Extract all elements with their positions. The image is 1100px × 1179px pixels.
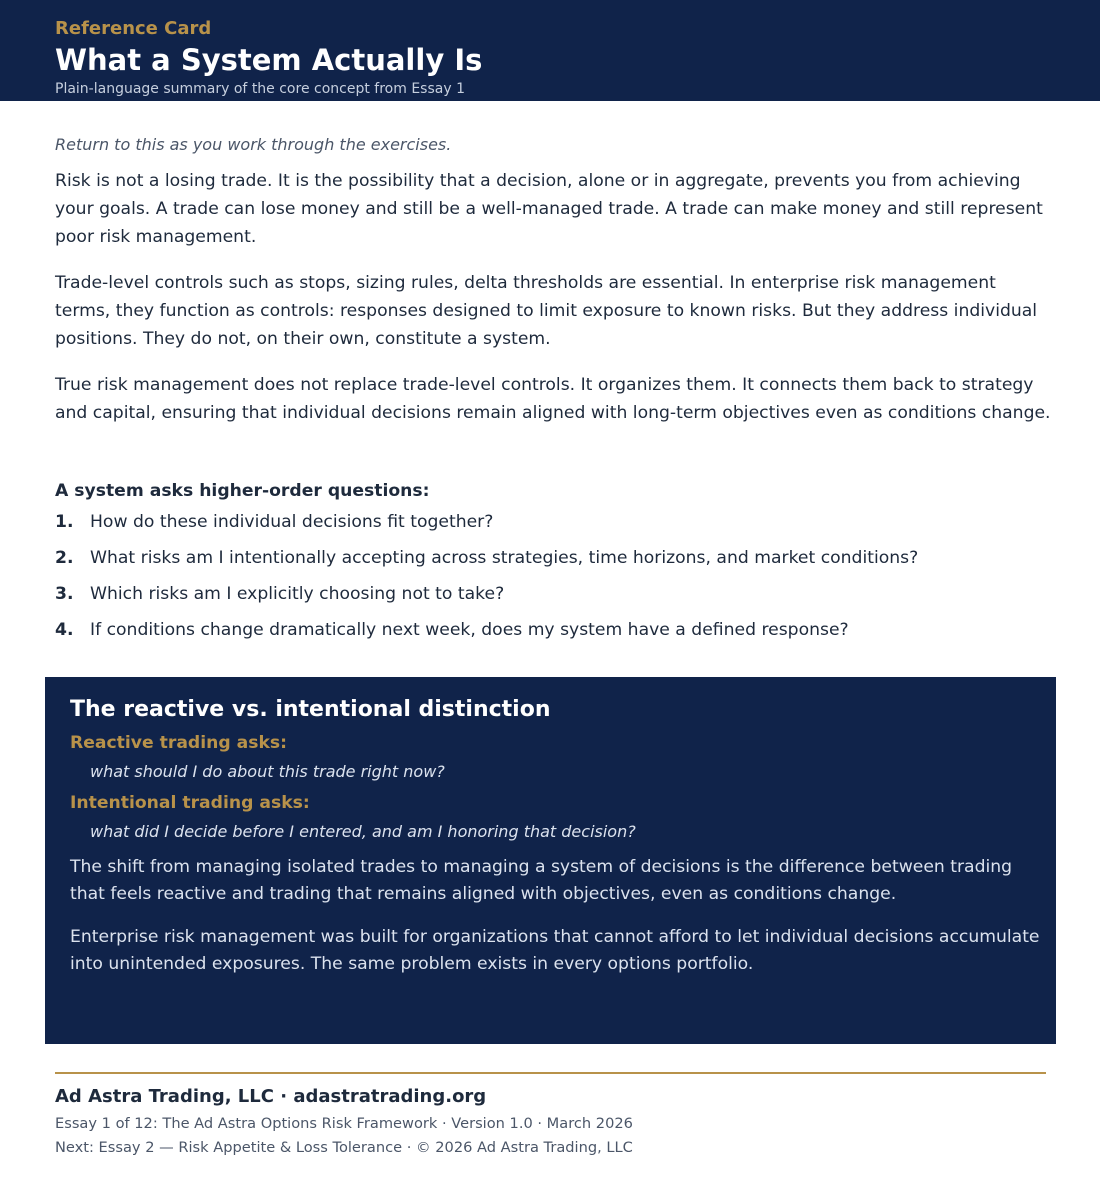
- reactive-label: Reactive trading asks:: [70, 733, 288, 753]
- page-subtitle: Plain-language summary of the core concept from Essay 1: [55, 81, 465, 97]
- question-item: [55, 620, 849, 648]
- question-number: 4.: [55, 620, 74, 640]
- reactive-quote: what should I do about this trade right now?: [90, 762, 445, 781]
- body-paragraph: Risk is not a losing trade. It is the possibility that a decision, alone or in aggregate, prevents you from achieving your goals. A trade can lose money and still be a well-managed trade. A trade can make money and still represent poor risk management.: [55, 171, 1043, 247]
- question-item: [55, 548, 918, 576]
- question-number: 3.: [55, 584, 74, 604]
- question-item: [55, 512, 493, 540]
- question-text: Which risks am I explicitly choosing not to take?: [90, 584, 505, 604]
- footer-essay-info: Essay 1 of 12: The Ad Astra Options Risk Framework · Version 1.0 · March 2026: [55, 1115, 633, 1132]
- card-eyebrow: Reference Card: [55, 18, 212, 39]
- header-banner: [0, 0, 1100, 101]
- footer-next-info: Next: Essay 2 — Risk Appetite & Loss Tolerance · © 2026 Ad Astra Trading, LLC: [55, 1139, 633, 1156]
- question-number: 2.: [55, 548, 74, 568]
- question-item: [55, 584, 504, 612]
- panel-title: The reactive vs. intentional distinction: [70, 697, 551, 722]
- question-text: How do these individual decisions fit together?: [90, 512, 494, 532]
- intro-note: Return to this as you work through the exercises.: [55, 135, 452, 154]
- intentional-quote: what did I decide before I entered, and am I honoring that decision?: [90, 822, 636, 841]
- footer-divider: [55, 1072, 1046, 1074]
- question-number: 1.: [55, 512, 74, 532]
- footer-brand: Ad Astra Trading, LLC · adastratrading.org: [55, 1086, 487, 1107]
- body-paragraph: True risk management does not replace trade-level controls. It organizes them. It connects them back to strategy and capital, ensuring that individual decisions remain aligned with long-term objectives even as conditions change.: [55, 375, 1051, 423]
- question-text: If conditions change dramatically next week, does my system have a defined response?: [90, 620, 849, 640]
- questions-heading: A system asks higher-order questions:: [55, 481, 430, 501]
- intentional-label: Intentional trading asks:: [70, 793, 310, 813]
- panel-paragraph: Enterprise risk management was built for organizations that cannot afford to let individual decisions accumulate into unintended exposures. The same problem exists in every options portfolio.: [70, 927, 1040, 974]
- distinction-panel: [45, 677, 1056, 1044]
- question-text: What risks am I intentionally accepting across strategies, time horizons, and market conditions?: [90, 548, 919, 568]
- page-title: What a System Actually Is: [55, 43, 483, 77]
- panel-paragraph: The shift from managing isolated trades to managing a system of decisions is the difference between trading that feels reactive and trading that remains aligned with objectives, even as conditions change.: [70, 857, 1013, 904]
- body-paragraph: Trade-level controls such as stops, sizing rules, delta thresholds are essential. In enterprise risk management terms, they function as controls: responses designed to limit exposure to known risks. But they address individual positions. They do not, on their own, constitute a system.: [55, 273, 1038, 349]
